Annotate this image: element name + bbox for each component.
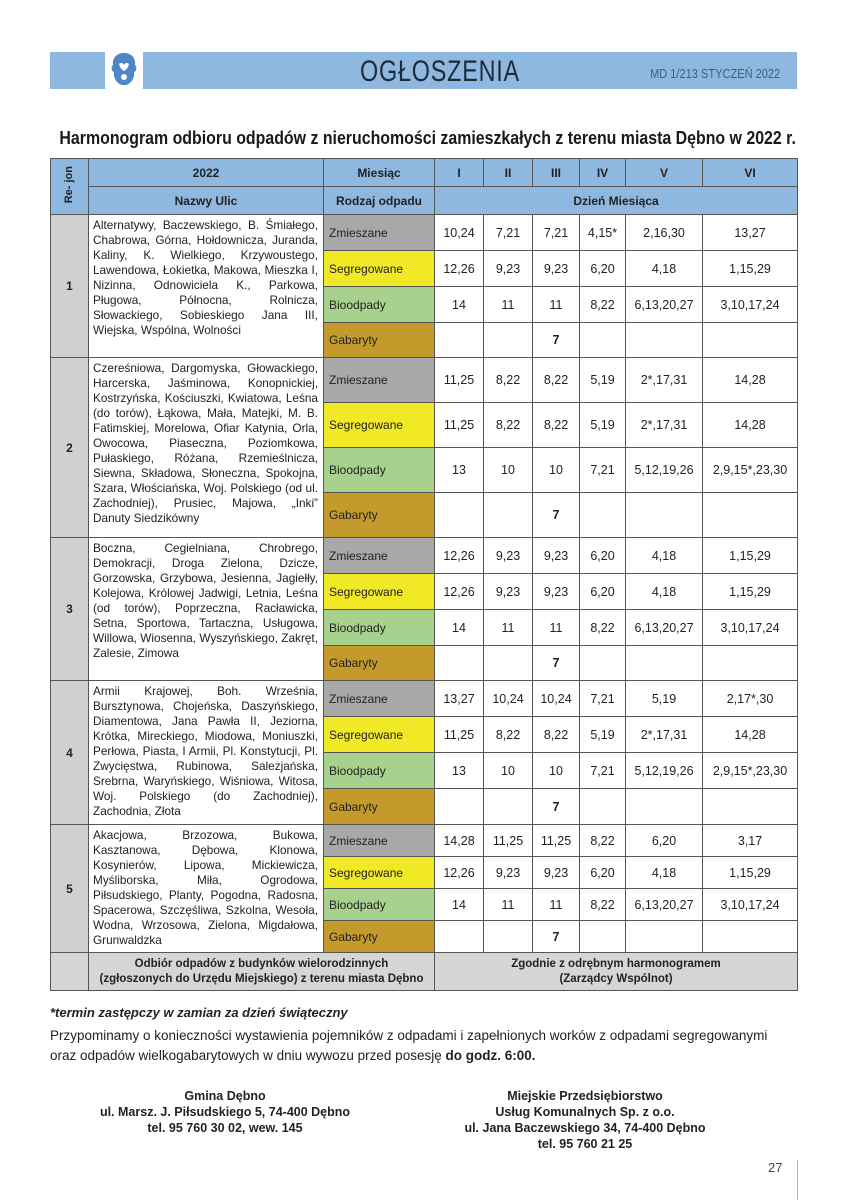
region-number: 2	[51, 358, 89, 538]
pickup-days-cell: 4,15*	[580, 215, 626, 251]
table-row	[51, 215, 798, 251]
pickup-days-cell: 9,23	[533, 251, 580, 287]
region-number: 1	[51, 215, 89, 358]
pickup-days-cell: 9,23	[484, 251, 533, 287]
town-logo-icon	[105, 47, 143, 91]
bio-waste-label: Bioodpady	[324, 448, 435, 493]
pickup-days-cell: 13,27	[435, 681, 484, 717]
pickup-days-cell: 10	[484, 753, 533, 789]
pickup-days-cell	[626, 789, 703, 825]
pickup-days-cell: 2,9,15*,23,30	[703, 448, 798, 493]
region-streets: Boczna, Cegielniana, Chrobrego, Demokracji, Droga Zielona, Dzicze, Gorzowska, Grzybowa, Jesienna, Jagiełły, Kolejowa, Królowej Jadwigi, Letnia, Leśna (od torów), Poprzeczna, Racławicka, Setna, Sportowa, Tartaczna, Usługowa, Willowa, Wiosenna, Wyszyńskiego, Zakręt, Zalesie, Zimowa	[89, 538, 324, 681]
reminder-text	[50, 1026, 790, 1066]
contact-company	[420, 1088, 750, 1152]
pickup-days-cell: 9,23	[533, 538, 580, 574]
pickup-days-cell: 11,25	[484, 825, 533, 857]
pickup-days-cell: 6,20	[580, 574, 626, 610]
pickup-days-cell: 7	[533, 493, 580, 538]
pickup-days-cell	[626, 921, 703, 953]
streets-header: Nazwy Ulic	[89, 187, 324, 215]
pickup-days-cell: 10	[533, 448, 580, 493]
pickup-days-cell: 9,23	[533, 857, 580, 889]
issue-label: MD 1/213 STYCZEŃ 2022	[650, 66, 781, 81]
month-label: Miesiąc	[324, 159, 435, 187]
footer-right-note: Zgodnie z odrębnym harmonogramem (Zarządcy Wspólnot)	[435, 953, 798, 991]
contact-line: Miejskie Przedsiębiorstwo	[507, 1089, 663, 1103]
bulky-waste-label: Gabaryty	[324, 789, 435, 825]
region-header: Re- jon	[51, 159, 89, 215]
pickup-days-cell: 11,25	[435, 358, 484, 403]
pickup-days-cell	[703, 323, 798, 358]
pickup-days-cell: 8,22	[533, 717, 580, 753]
table-row	[51, 681, 798, 717]
month-header: II	[484, 159, 533, 187]
segregated-waste-label: Segregowane	[324, 717, 435, 753]
pickup-days-cell: 5,19	[580, 358, 626, 403]
pickup-days-cell: 7	[533, 921, 580, 953]
pickup-days-cell	[626, 323, 703, 358]
pickup-days-cell	[484, 789, 533, 825]
contact-line: Gmina Dębno	[184, 1089, 266, 1103]
pickup-days-cell: 8,22	[484, 717, 533, 753]
pickup-days-cell: 14,28	[703, 358, 798, 403]
pickup-days-cell	[484, 323, 533, 358]
pickup-days-cell: 8,22	[533, 358, 580, 403]
pickup-days-cell	[580, 646, 626, 681]
pickup-days-cell	[435, 921, 484, 953]
pickup-days-cell	[580, 493, 626, 538]
pickup-days-cell: 7	[533, 323, 580, 358]
pickup-days-cell: 9,23	[484, 574, 533, 610]
bulky-waste-label: Gabaryty	[324, 921, 435, 953]
pickup-days-cell: 3,17	[703, 825, 798, 857]
pickup-days-cell: 10	[484, 448, 533, 493]
type-header: Rodzaj odpadu	[324, 187, 435, 215]
pickup-days-cell	[580, 921, 626, 953]
month-header: I	[435, 159, 484, 187]
pickup-days-cell: 8,22	[484, 358, 533, 403]
pickup-days-cell: 6,20	[580, 251, 626, 287]
pickup-days-cell: 1,15,29	[703, 251, 798, 287]
mixed-waste-label: Zmieszane	[324, 825, 435, 857]
pickup-days-cell: 3,10,17,24	[703, 610, 798, 646]
pickup-days-cell: 5,19	[626, 681, 703, 717]
pickup-days-cell: 11	[484, 287, 533, 323]
contact-line: Usług Komunalnych Sp. z o.o.	[495, 1105, 675, 1119]
mixed-waste-label: Zmieszane	[324, 538, 435, 574]
bulky-waste-label: Gabaryty	[324, 646, 435, 681]
pickup-days-cell: 8,22	[580, 825, 626, 857]
pickup-days-cell: 11	[533, 287, 580, 323]
pickup-days-cell: 10,24	[533, 681, 580, 717]
pickup-days-cell	[435, 646, 484, 681]
region-streets: Czereśniowa, Dargomyska, Głowackiego, Harcerska, Jaśminowa, Konopnickiej, Kostrzyńska, Kościuszki, Kwiatowa, Leśna (do torów), Łąkowa, Mała, Matejki, M. B. Fatimskiej, Morelowa, Ofiar Katynia, Orla, Owocowa, Piaseczna, Poziomkowa, Pułaskiego, Różana, Rzemieślnicza, Siewna, Składowa, Słoneczna, Spokojna, Szara, Włościańska, Woj. Polskiego (od ul. Zachodniej), Prusiec, Majowa, „Inki” Danuty Siedzikówny	[89, 358, 324, 538]
day-header: Dzień Miesiąca	[435, 187, 798, 215]
contact-line: tel. 95 760 21 25	[537, 1137, 633, 1151]
pickup-days-cell: 11	[484, 610, 533, 646]
pickup-days-cell: 7,21	[533, 215, 580, 251]
pickup-days-cell: 13,27	[703, 215, 798, 251]
pickup-days-cell: 12,26	[435, 857, 484, 889]
pickup-days-cell: 2*,17,31	[626, 717, 703, 753]
mixed-waste-label: Zmieszane	[324, 681, 435, 717]
pickup-days-cell	[580, 323, 626, 358]
pickup-days-cell: 14,28	[703, 403, 798, 448]
page-number: 27	[768, 1160, 783, 1175]
reminder-deadline: do godz. 6:00.	[445, 1048, 536, 1063]
pickup-days-cell: 6,20	[580, 857, 626, 889]
bio-waste-label: Bioodpady	[324, 889, 435, 921]
pickup-days-cell	[703, 646, 798, 681]
month-header: III	[533, 159, 580, 187]
pickup-days-cell: 11	[533, 610, 580, 646]
pickup-days-cell	[484, 921, 533, 953]
pickup-days-cell: 11,25	[435, 403, 484, 448]
table-row	[51, 825, 798, 857]
pickup-days-cell: 4,18	[626, 538, 703, 574]
footer-spacer	[51, 953, 89, 991]
pickup-days-cell: 7	[533, 646, 580, 681]
pickup-days-cell: 13	[435, 448, 484, 493]
month-header: V	[626, 159, 703, 187]
pickup-days-cell: 10,24	[435, 215, 484, 251]
table-row	[51, 538, 798, 574]
pickup-days-cell: 5,19	[580, 403, 626, 448]
pickup-days-cell: 7,21	[580, 448, 626, 493]
pickup-days-cell: 5,19	[580, 717, 626, 753]
pickup-days-cell: 4,18	[626, 574, 703, 610]
pickup-days-cell: 12,26	[435, 538, 484, 574]
pickup-days-cell: 8,22	[580, 889, 626, 921]
pickup-days-cell: 12,26	[435, 574, 484, 610]
year-header: 2022	[89, 159, 324, 187]
region-number: 5	[51, 825, 89, 953]
footnote: *termin zastępczy w zamian za dzień świąteczny	[50, 1005, 348, 1020]
pickup-days-cell	[435, 493, 484, 538]
segregated-waste-label: Segregowane	[324, 403, 435, 448]
pickup-days-cell: 3,10,17,24	[703, 889, 798, 921]
pickup-days-cell: 3,10,17,24	[703, 287, 798, 323]
pickup-days-cell: 6,13,20,27	[626, 610, 703, 646]
pickup-days-cell: 10	[533, 753, 580, 789]
pickup-days-cell: 2*,17,31	[626, 358, 703, 403]
document-title: Harmonogram odbioru odpadów z nieruchomości zamieszkałych z terenu miasta Dębno w 2022 r.	[59, 127, 796, 148]
region-number: 4	[51, 681, 89, 825]
pickup-days-cell: 14,28	[703, 717, 798, 753]
pickup-days-cell: 2*,17,31	[626, 403, 703, 448]
pickup-days-cell: 6,13,20,27	[626, 889, 703, 921]
pickup-days-cell: 14	[435, 287, 484, 323]
pickup-days-cell: 14,28	[435, 825, 484, 857]
pickup-days-cell	[435, 323, 484, 358]
pickup-days-cell: 14	[435, 889, 484, 921]
pickup-days-cell: 13	[435, 753, 484, 789]
pickup-days-cell: 7,21	[580, 681, 626, 717]
pickup-days-cell	[580, 789, 626, 825]
pickup-days-cell: 4,18	[626, 251, 703, 287]
bulky-waste-label: Gabaryty	[324, 493, 435, 538]
segregated-waste-label: Segregowane	[324, 857, 435, 889]
pickup-days-cell	[703, 789, 798, 825]
region-streets: Alternatywy, Baczewskiego, B. Śmiałego, Chabrowa, Górna, Hołdownicza, Juranda, Kaliny, K. Wielkiego, Krzywoustego, Lawendowa, Łokietka, Makowa, Mieszka I, Nizinna, Odnowiciela K., Parkowa, Pługowa, Północna, Rolnicza, Słowackiego, Sobieskiego Jana III, Wiejska, Wspólna, Wolności	[89, 215, 324, 358]
pickup-days-cell: 10,24	[484, 681, 533, 717]
region-streets: Armii Krajowej, Boh. Września, Bursztynowa, Chojeńska, Daszyńskiego, Diamentowa, Jana Pawła II, Jeziorna, Krótka, Mireckiego, Miodowa, Moniuszki, Perłowa, Piasta, I Armii, Pl. Konstytucji, Pl. Zwycięstwa, Rubinowa, Salezjańska, Srebrna, Waryńskiego, Wiśniowa, Witosa, Woj. Polskiego (do Zachodniej), Zachodnia, Złota	[89, 681, 324, 825]
pickup-days-cell: 11	[484, 889, 533, 921]
pickup-days-cell	[703, 921, 798, 953]
pickup-days-cell: 7,21	[484, 215, 533, 251]
mixed-waste-label: Zmieszane	[324, 358, 435, 403]
pickup-days-cell: 2,17*,30	[703, 681, 798, 717]
region-streets: Akacjowa, Brzozowa, Bukowa, Kasztanowa, Dębowa, Klonowa, Kosynierów, Lipowa, Mickiewicza, Myśliborska, Miła, Ogrodowa, Piłsudskiego, Planty, Pogodna, Radosna, Spacerowa, Szczęśliwa, Szkolna, Wesoła, Wodna, Wrzosowa, Zielona, Migdałowa, Grunwaldzka	[89, 825, 324, 953]
pickup-days-cell: 2,9,15*,23,30	[703, 753, 798, 789]
pickup-days-cell: 1,15,29	[703, 538, 798, 574]
pickup-days-cell	[626, 493, 703, 538]
month-header: IV	[580, 159, 626, 187]
pickup-days-cell: 8,22	[580, 610, 626, 646]
pickup-days-cell	[435, 789, 484, 825]
table-row	[51, 358, 798, 403]
pickup-days-cell	[703, 493, 798, 538]
pickup-days-cell: 2,16,30	[626, 215, 703, 251]
contact-line: tel. 95 760 30 02, wew. 145	[147, 1121, 303, 1135]
pickup-days-cell	[484, 493, 533, 538]
page-rule	[797, 1160, 798, 1200]
pickup-days-cell	[626, 646, 703, 681]
bio-waste-label: Bioodpady	[324, 287, 435, 323]
pickup-days-cell: 4,18	[626, 857, 703, 889]
contact-gmina	[60, 1088, 390, 1136]
bulky-waste-label: Gabaryty	[324, 323, 435, 358]
pickup-days-cell: 11	[533, 889, 580, 921]
month-header: VI	[703, 159, 798, 187]
pickup-days-cell	[484, 646, 533, 681]
contact-line: ul. Jana Baczewskiego 34, 74-400 Dębno	[464, 1121, 706, 1135]
segregated-waste-label: Segregowane	[324, 251, 435, 287]
pickup-days-cell: 1,15,29	[703, 857, 798, 889]
pickup-days-cell: 11,25	[435, 717, 484, 753]
footer-left-note: Odbiór odpadów z budynków wielorodzinnych (zgłoszonych do Urzędu Miejskiego) z terenu miasta Dębno	[89, 953, 435, 991]
pickup-days-cell: 7,21	[580, 753, 626, 789]
pickup-days-cell: 6,13,20,27	[626, 287, 703, 323]
waste-schedule-table	[50, 158, 798, 991]
pickup-days-cell: 9,23	[484, 857, 533, 889]
region-number: 3	[51, 538, 89, 681]
pickup-days-cell: 8,22	[580, 287, 626, 323]
pickup-days-cell: 9,23	[484, 538, 533, 574]
pickup-days-cell: 9,23	[533, 574, 580, 610]
pickup-days-cell: 5,12,19,26	[626, 753, 703, 789]
bio-waste-label: Bioodpady	[324, 753, 435, 789]
pickup-days-cell: 8,22	[533, 403, 580, 448]
segregated-waste-label: Segregowane	[324, 574, 435, 610]
mixed-waste-label: Zmieszane	[324, 215, 435, 251]
pickup-days-cell: 14	[435, 610, 484, 646]
pickup-days-cell: 6,20	[580, 538, 626, 574]
pickup-days-cell: 11,25	[533, 825, 580, 857]
pickup-days-cell: 1,15,29	[703, 574, 798, 610]
pickup-days-cell: 6,20	[626, 825, 703, 857]
section-title: OGŁOSZENIA	[360, 55, 520, 88]
reminder-body: Przypominamy o konieczności wystawienia pojemników z odpadami i zapełnionych worków z odpadami segregowanymi oraz odpadów wielkogabarytowych w dniu wywozu przed posesję	[50, 1028, 768, 1063]
pickup-days-cell: 8,22	[484, 403, 533, 448]
pickup-days-cell: 5,12,19,26	[626, 448, 703, 493]
bio-waste-label: Bioodpady	[324, 610, 435, 646]
pickup-days-cell: 7	[533, 789, 580, 825]
pickup-days-cell: 12,26	[435, 251, 484, 287]
contact-line: ul. Marsz. J. Piłsudskiego 5, 74-400 Dębno	[99, 1105, 351, 1119]
